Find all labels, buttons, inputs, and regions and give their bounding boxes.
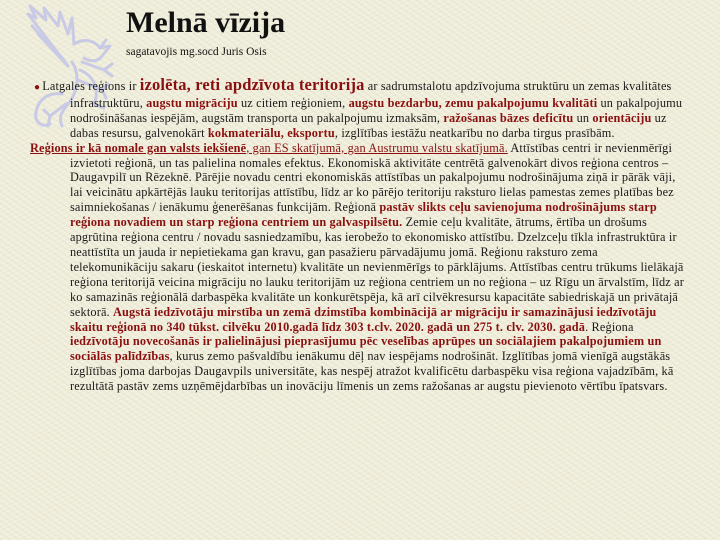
bullet-icon: ● [34,82,41,93]
underlined-text: , gan ES skatījumā, gan Austrumu valstu skatījumā. [246,140,508,155]
highlight-text: pastāv slikts ceļu savienojuma nodrošinājums starp reģiona novadiem un starp reģiona centriem un galvaspilsētu. [70,200,657,230]
highlight-text: izolēta, reti apdzīvota teritorija [139,75,365,94]
highlight-text: iedzīvotāju novecošanās ir palielinājusi pieprasījumu pēc veselības aprūpes un sociālajiem pakalpojumiem un sociālās palīdzības [70,334,662,364]
text-span: ar sadrumstalotu apdzīvojuma struktūru un zemas kvalitātes infrastruktūru, [70,79,672,110]
highlight-text: Reģions ir kā nomale gan valsts iekšienē [30,140,247,155]
text-span: , izglītības iestāžu neatkarību no darba tirgus prasībām. [334,125,615,140]
text-span: uz dabas resursu, galvenokārt [70,110,667,140]
text-span: , kurus zemo pašvaldību ienākumu dēļ nav iespējams nodrošināt. Izglītības jomā vienīgā augstākās izglītības joma darbojas Daugavpils universitāte, kas nespēj atražot kvalificētu darbaspēku visa reģiona vajadzībām, kā rezultātā pastāv zems uzņēmējdarbības un inovāciju līmenis un zems ražošanas ar augstu pievienoto vērtību īpatsvars. [70,349,674,394]
text-span: uz citiem reģioniem, [237,95,349,110]
text-span: Zemie ceļu kvalitāte, ātrums, ērtība un drošums apgrūtina reģiona centru / novadu sasniedzamību, kas ierobežo to ekonomisko attīstību. Dzelzceļu tīkla infrastruktūra ir neattīstīta un jauda ir nepietiekama gan kravu, gan pasažieru pārvadājumu jomā. Reģionu raksturo zema telekomunikāciju sakaru (ieskaitot internetu) kvalitāte un nevienmērīgs to pārklājums. Attīstības centru trūkums lielākajā reģiona teritorijā veicina migrāciju no lauku teritorijām uz reģiona centriem un no reģiona – uz Rīgu un ārvalstīm, līdz ar ko samazinās reģionālā darbaspēka kvalitāte un konkurētspēja, kā arī cilvēkresursu kapacitāte sabiedriskajā un privātajā sektorā. [70,215,684,319]
text-span: . Reģiona [585,319,634,334]
text-span: un pakalpojumu nodrošināšanas iespējām, augstām transporta un pakalpojumu izmaksām, [70,95,683,125]
highlight-text: augstu migrāciju [146,95,238,110]
highlight-text: augstu bezdarbu, zemu pakalpojumu kvalitāti [348,95,598,110]
text-span: Attīstības centri ir nevienmērīgi izvietoti reģionā, un tas palielina nomales efektus. Ekonomiskā aktivitāte centrētā galvenokārt divos reģiona centros – Daugavpilī un Rēzeknē. Pārējie novadu centri ekonomiskās attīstības un pakalpojumu nodrošinājuma ziņā ir pārāk vāji, lai veicinātu apkārtējās lauku teritorijas attīstību, līdz ar ko pārējo teritoriju raksturo lielas pamestas zemes platības bez saimniekošanas / ienākumu ģenerēšanas funkcijām. Reģionā [70,140,676,215]
highlight-text: orientāciju [592,110,652,125]
text-span: un [573,110,593,125]
slide-body [30,75,688,394]
slide-subtitle: sagatavojis mg.socd Juris Osis [126,46,267,58]
text-span: Latgales reģions ir [42,79,140,93]
highlight-text: ražošanas bāzes deficītu [443,110,574,125]
paragraph-region-overview [30,75,688,141]
highlight-text: Augstā iedzīvotāju mirstība un zemā dzimstība kombinācijā ar migrāciju ir samazinājusi iedzīvotāju skaitu reģionā no 340 tūkst. cilvēku 2010.gadā līdz 303 t.clv. 2020. gadā un 275 t. clv. 2030. gadā [70,304,657,334]
slide-title: Melnā vīzija [126,6,286,39]
paragraph-periphery [30,141,688,394]
highlight-text: kokmateriālu, eksportu [207,125,335,140]
